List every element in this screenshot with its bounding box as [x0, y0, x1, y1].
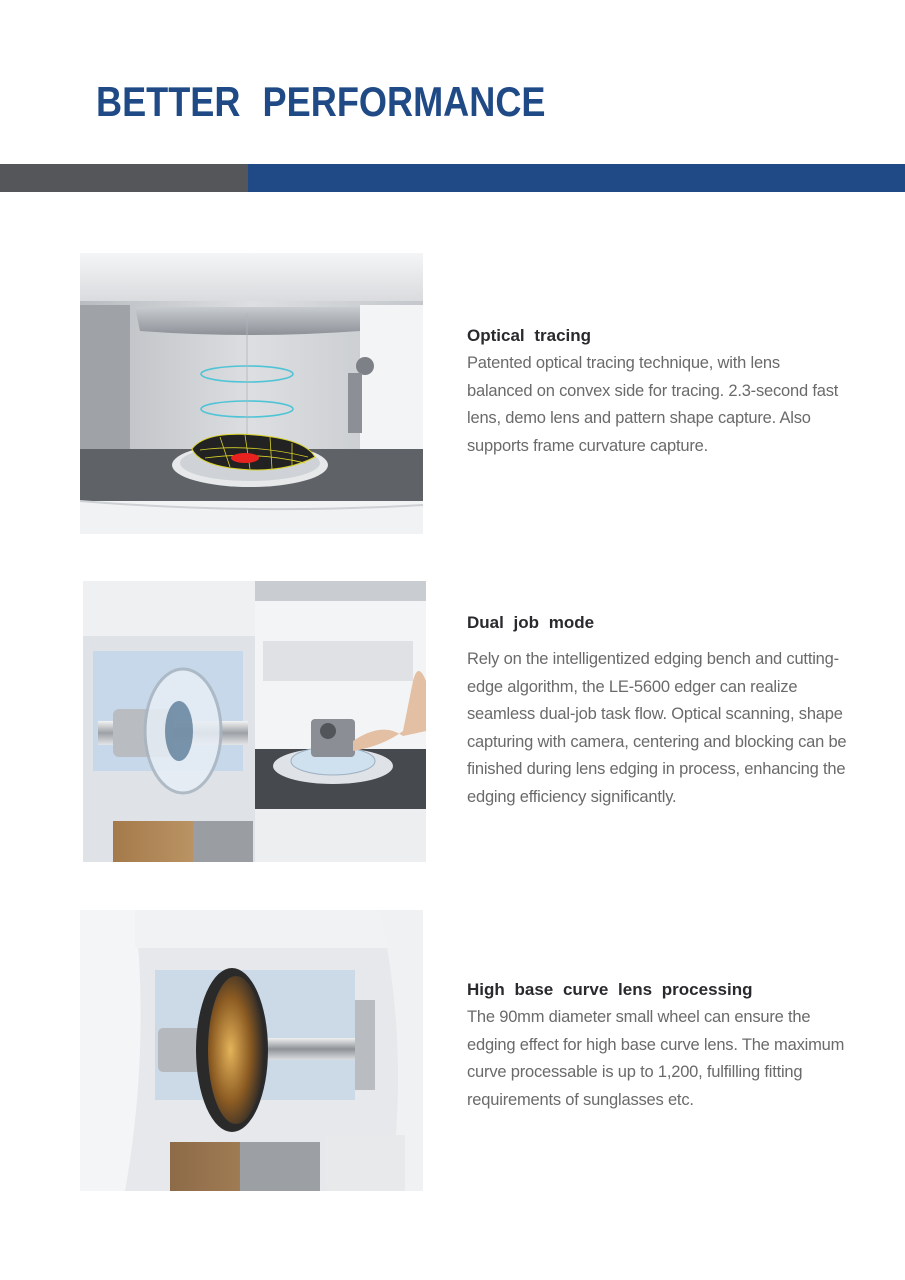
feature-body: The 90mm diameter small wheel can ensure the edging effect for high base curve lens. The maximum curve processable is up to 1,200, fulfilling fitting requirements of sunglasses etc. — [467, 1008, 845, 1109]
header-band-blue — [248, 164, 905, 192]
feature-body: Patented optical tracing technique, with lens balanced on convex side for tracing. 2.3-second fast lens, demo lens and pattern shape capture. Also supports frame curvature capture. — [467, 354, 839, 455]
feature-heading: Dual job mode — [467, 613, 595, 632]
high-base-curve-photo — [80, 910, 423, 1191]
feature-dual-job-mode — [467, 613, 847, 811]
feature-heading: Optical tracing — [467, 326, 592, 345]
dual-job-mode-photo — [83, 581, 426, 862]
header-band-grey — [0, 164, 248, 192]
feature-optical-tracing — [467, 326, 847, 460]
feature-heading: High base curve lens processing — [467, 980, 753, 999]
page-title: BETTER PERFORMANCE — [96, 78, 546, 125]
feature-body: Rely on the intelligentized edging bench and cutting-edge algorithm, the LE-5600 edger can realize seamless dual-job task flow. Optical scanning, shape capturing with camera, centering and blocking can be finished during lens edging in process, enhancing the edging efficiency significantly. — [467, 650, 847, 806]
optical-tracing-photo — [80, 253, 423, 534]
feature-high-base-curve — [467, 980, 847, 1114]
